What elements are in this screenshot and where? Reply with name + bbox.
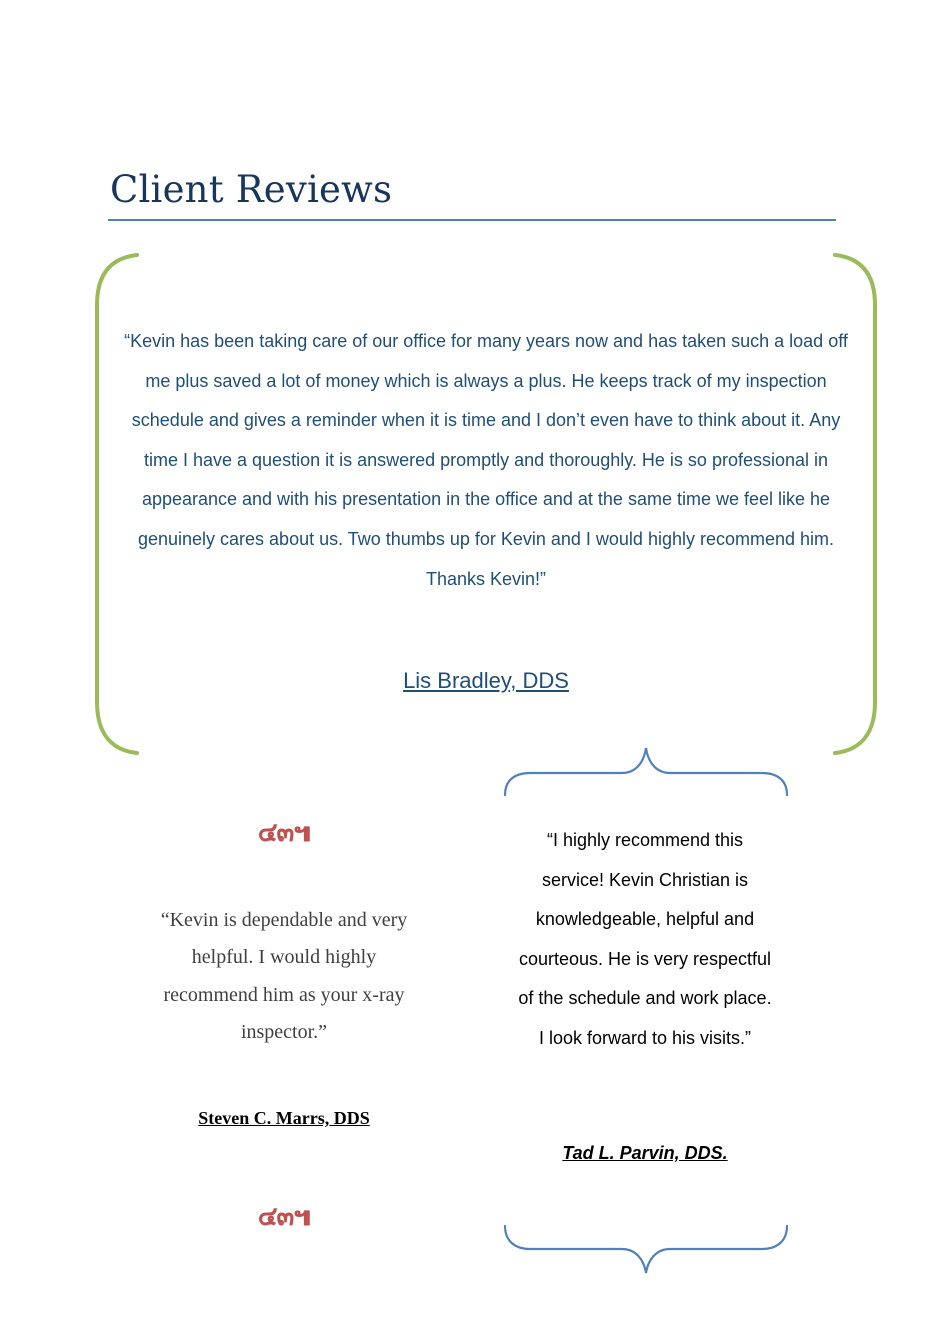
right-review-quote: “I highly recommend this service! Kevin Christian is knowledgeable, helpful and courteous. He is very respectful of the schedule and work place. I look forward to his visits.”: [518, 830, 772, 1048]
ornament-top-icon: ๔๓๚: [257, 818, 311, 848]
page-title: Client Reviews: [110, 168, 393, 211]
left-review-quote: “Kevin is dependable and very helpful. I would highly recommend him as your x-ray inspector.”: [160, 909, 408, 1044]
brace-bottom: [505, 1226, 787, 1273]
ornament-bottom-icon: ๔๓๚: [257, 1202, 311, 1232]
brace-top: [505, 748, 787, 795]
left-review-author: Steven C. Marrs, DDS: [198, 1108, 370, 1128]
right-review-author: Tad L. Parvin, DDS.: [562, 1143, 728, 1163]
featured-review-quote: “Kevin has been taking care of our office for many years now and has taken such a load off me plus saved a lot of money which is always a plus. He keeps track of my inspection schedule and gives a reminder when it is time and I don’t even have to think about it. Any time I have a question it is answered promptly and thoroughly. He is so professional in appearance and with his presentation in the office and at the same time we feel like he genuinely cares about us. Two thumbs up for Kevin and I would highly recommend him. Thanks Kevin!”: [124, 331, 848, 589]
featured-review-author: Lis Bradley, DDS: [403, 668, 569, 693]
